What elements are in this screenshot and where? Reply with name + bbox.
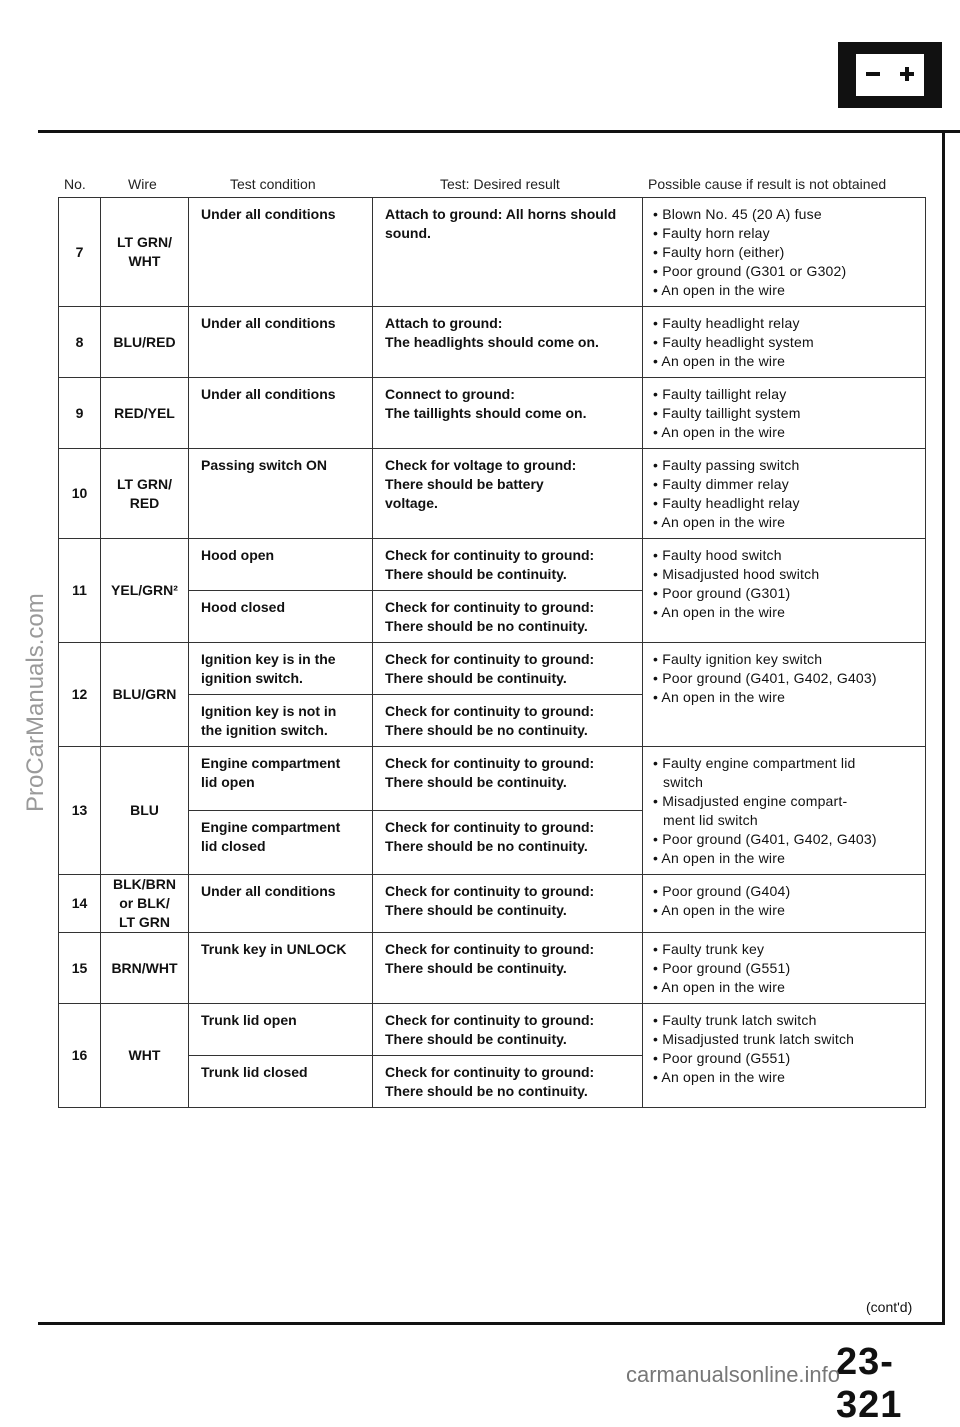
cause-line: • Faulty ignition key switch xyxy=(653,651,823,667)
table-row xyxy=(59,307,926,378)
cause-line: • An open in the wire xyxy=(653,424,786,440)
cause-line: • Poor ground (G404) xyxy=(653,883,791,899)
wire-color xyxy=(101,875,189,933)
cause-line: switch xyxy=(663,774,704,790)
wire-line: LT GRN xyxy=(118,914,171,930)
row-number: 15 xyxy=(59,933,101,1004)
cause-line: • Faulty trunk latch switch xyxy=(653,1012,817,1028)
table-row xyxy=(59,643,926,695)
cause-line: ment lid switch xyxy=(663,812,758,828)
test-condition xyxy=(189,449,373,539)
header-no: No. xyxy=(64,176,86,192)
condition-line: lid open xyxy=(201,774,255,790)
right-rule xyxy=(942,130,945,1325)
wire-color xyxy=(101,198,189,307)
table-row xyxy=(59,747,926,811)
cause-line: • Misadjusted engine compart- xyxy=(653,793,848,809)
desired-result xyxy=(373,1004,643,1056)
desired-result xyxy=(373,695,643,747)
wire-color xyxy=(101,307,189,378)
cause-line: • An open in the wire xyxy=(653,902,786,918)
cause-line: • An open in the wire xyxy=(653,979,786,995)
wire-line: BLU xyxy=(130,802,159,818)
footer-watermark: carmanualsonline.info xyxy=(626,1362,841,1387)
desired-result xyxy=(373,591,643,643)
bottom-rule xyxy=(38,1322,945,1325)
test-condition xyxy=(189,1004,373,1056)
table-row xyxy=(59,875,926,933)
result-line: There should be no continuity. xyxy=(385,838,588,854)
wire-line: LT GRN/ xyxy=(117,234,172,250)
cause-line: • Faulty horn relay xyxy=(653,225,770,241)
cause-line: • Faulty taillight relay xyxy=(653,386,787,402)
test-condition xyxy=(189,198,373,307)
row-number: 16 xyxy=(59,1004,101,1108)
result-line: There should be continuity. xyxy=(385,902,567,918)
desired-result xyxy=(373,643,643,695)
condition-line: Engine compartment xyxy=(201,755,341,771)
row-number: 12 xyxy=(59,643,101,747)
cause-line: • Faulty dimmer relay xyxy=(653,476,789,492)
result-line: Check for continuity to ground: xyxy=(385,755,595,771)
cause-line: • Faulty trunk key xyxy=(653,941,765,957)
condition-line: ignition switch. xyxy=(201,670,303,686)
row-number: 8 xyxy=(59,307,101,378)
table-row xyxy=(59,198,926,307)
wire-line: LT GRN/ xyxy=(117,475,172,492)
wire-line: BLU/GRN xyxy=(112,686,177,702)
wire-color xyxy=(101,539,189,643)
result-line: Attach to ground: All horns should xyxy=(385,206,617,222)
wire-line: BLK/BRN xyxy=(113,876,176,892)
cause-line: • Faulty engine compartment lid xyxy=(653,755,856,771)
wire-line: BLU/RED xyxy=(113,333,176,350)
condition-line: Under all conditions xyxy=(201,315,336,331)
condition-line: Ignition key is not in xyxy=(201,703,337,719)
test-condition xyxy=(189,1056,373,1108)
cause-line: • Misadjusted hood switch xyxy=(653,566,820,582)
table-row xyxy=(59,933,926,1004)
wire-line: YEL/GRN² xyxy=(111,582,178,598)
possible-cause xyxy=(643,307,926,378)
result-line: Check for continuity to ground: xyxy=(385,703,595,719)
test-condition xyxy=(189,539,373,591)
cause-line: • Poor ground (G401, G402, G403) xyxy=(653,831,877,847)
test-condition xyxy=(189,307,373,378)
result-line: There should be continuity. xyxy=(385,1031,567,1047)
possible-cause xyxy=(643,539,926,643)
cause-line: • An open in the wire xyxy=(653,353,786,369)
column-headers xyxy=(0,176,960,196)
row-number: 13 xyxy=(59,747,101,875)
desired-result xyxy=(373,811,643,875)
condition-line: Ignition key is in the xyxy=(201,651,336,667)
test-condition xyxy=(189,933,373,1004)
row-number: 7 xyxy=(59,198,101,307)
condition-line: the ignition switch. xyxy=(201,722,328,738)
possible-cause xyxy=(643,1004,926,1108)
wire-line: RED/YEL xyxy=(114,404,175,421)
side-watermark: ProCarManuals.com xyxy=(22,593,49,812)
possible-cause xyxy=(643,747,926,875)
cause-line: • Misadjusted trunk latch switch xyxy=(653,1031,855,1047)
result-line: Check for voltage to ground: xyxy=(385,457,577,473)
test-condition xyxy=(189,811,373,875)
result-line: The headlights should come on. xyxy=(385,334,599,350)
result-line: Check for continuity to ground: xyxy=(385,1012,595,1028)
wire-line: RED xyxy=(129,494,160,511)
test-table xyxy=(58,197,926,1108)
possible-cause xyxy=(643,378,926,449)
battery-icon xyxy=(838,42,942,108)
desired-result xyxy=(373,875,643,933)
desired-result xyxy=(373,198,643,307)
condition-line: Under all conditions xyxy=(201,206,336,222)
desired-result xyxy=(373,449,643,539)
result-line: The taillights should come on. xyxy=(385,405,587,421)
condition-line: Engine compartment xyxy=(201,819,341,835)
condition-line: Trunk lid closed xyxy=(201,1064,308,1080)
condition-line: Trunk key in UNLOCK xyxy=(201,941,347,957)
cause-line: • Faulty headlight relay xyxy=(653,315,800,331)
desired-result xyxy=(373,1056,643,1108)
result-line: Check for continuity to ground: xyxy=(385,883,595,899)
result-line: Attach to ground: xyxy=(385,315,503,331)
condition-line: lid closed xyxy=(201,838,266,854)
cause-line: • An open in the wire xyxy=(653,282,786,298)
cause-line: • Blown No. 45 (20 A) fuse xyxy=(653,206,822,222)
result-line: Check for continuity to ground: xyxy=(385,651,595,667)
wire-color xyxy=(101,1004,189,1108)
wire-line: WHT xyxy=(128,253,161,269)
result-line: Connect to ground: xyxy=(385,386,515,402)
result-line: There should be continuity. xyxy=(385,670,567,686)
test-condition xyxy=(189,695,373,747)
header-wire: Wire xyxy=(128,176,157,192)
desired-result xyxy=(373,307,643,378)
cause-line: • An open in the wire xyxy=(653,1069,786,1085)
desired-result xyxy=(373,378,643,449)
top-rule xyxy=(38,130,960,133)
result-line: Check for continuity to ground: xyxy=(385,547,595,563)
cause-line: • Poor ground (G301 or G302) xyxy=(653,263,847,279)
wire-line: or BLK/ xyxy=(119,895,170,911)
page-number: 23-321 xyxy=(836,1341,903,1426)
cause-line: • Faulty headlight relay xyxy=(653,495,800,511)
condition-line: Trunk lid open xyxy=(201,1012,297,1028)
wire-color xyxy=(101,747,189,875)
cause-line: • Poor ground (G401, G402, G403) xyxy=(653,670,877,686)
desired-result xyxy=(373,539,643,591)
result-line: There should be continuity. xyxy=(385,774,567,790)
result-line: There should be battery xyxy=(385,476,544,492)
result-line: sound. xyxy=(385,225,431,241)
test-condition xyxy=(189,643,373,695)
test-condition xyxy=(189,591,373,643)
possible-cause xyxy=(643,875,926,933)
cause-line: • Poor ground (G551) xyxy=(653,960,791,976)
result-line: There should be continuity. xyxy=(385,960,567,976)
wire-color xyxy=(101,643,189,747)
result-line: There should be no continuity. xyxy=(385,722,588,738)
test-condition xyxy=(189,747,373,811)
condition-line: Under all conditions xyxy=(201,386,336,402)
cause-line: • Poor ground (G551) xyxy=(653,1050,791,1066)
wire-color xyxy=(101,378,189,449)
possible-cause xyxy=(643,933,926,1004)
condition-line: Under all conditions xyxy=(201,883,336,899)
wire-line: WHT xyxy=(128,1047,161,1063)
result-line: voltage. xyxy=(385,495,438,511)
row-number: 11 xyxy=(59,539,101,643)
row-number: 14 xyxy=(59,875,101,933)
result-line: There should be continuity. xyxy=(385,566,567,582)
table-row xyxy=(59,1004,926,1056)
continued-label: (cont'd) xyxy=(866,1299,913,1315)
header-possible-cause: Possible cause if result is not obtained xyxy=(648,176,887,192)
result-line: Check for continuity to ground: xyxy=(385,1064,595,1080)
test-condition xyxy=(189,378,373,449)
header-test-condition: Test condition xyxy=(230,176,316,192)
result-line: Check for continuity to ground: xyxy=(385,819,595,835)
cause-line: • Faulty taillight system xyxy=(653,405,801,421)
cause-line: • Faulty horn (either) xyxy=(653,244,785,260)
desired-result xyxy=(373,933,643,1004)
table-row xyxy=(59,378,926,449)
possible-cause xyxy=(643,643,926,747)
desired-result xyxy=(373,747,643,811)
table-row xyxy=(59,449,926,539)
cause-line: • Faulty hood switch xyxy=(653,547,782,563)
condition-line: Hood closed xyxy=(201,599,286,615)
cause-line: • Faulty passing switch xyxy=(653,457,800,473)
possible-cause xyxy=(643,449,926,539)
wire-line: BRN/WHT xyxy=(111,959,178,976)
result-line: Check for continuity to ground: xyxy=(385,941,595,957)
result-line: There should be no continuity. xyxy=(385,618,588,634)
cause-line: • An open in the wire xyxy=(653,604,786,620)
cause-line: • An open in the wire xyxy=(653,514,786,530)
wire-color xyxy=(101,449,189,539)
result-line: There should be no continuity. xyxy=(385,1083,588,1099)
test-condition xyxy=(189,875,373,933)
result-line: Check for continuity to ground: xyxy=(385,599,595,615)
wire-color xyxy=(101,933,189,1004)
possible-cause xyxy=(643,198,926,307)
table-row xyxy=(59,539,926,591)
condition-line: Hood open xyxy=(201,547,275,563)
condition-line: Passing switch ON xyxy=(201,457,328,473)
cause-line: • Faulty headlight system xyxy=(653,334,814,350)
header-desired-result: Test: Desired result xyxy=(440,176,560,192)
cause-line: • Poor ground (G301) xyxy=(653,585,791,601)
cause-line: • An open in the wire xyxy=(653,689,786,705)
row-number: 10 xyxy=(59,449,101,539)
cause-line: • An open in the wire xyxy=(653,850,786,866)
row-number: 9 xyxy=(59,378,101,449)
